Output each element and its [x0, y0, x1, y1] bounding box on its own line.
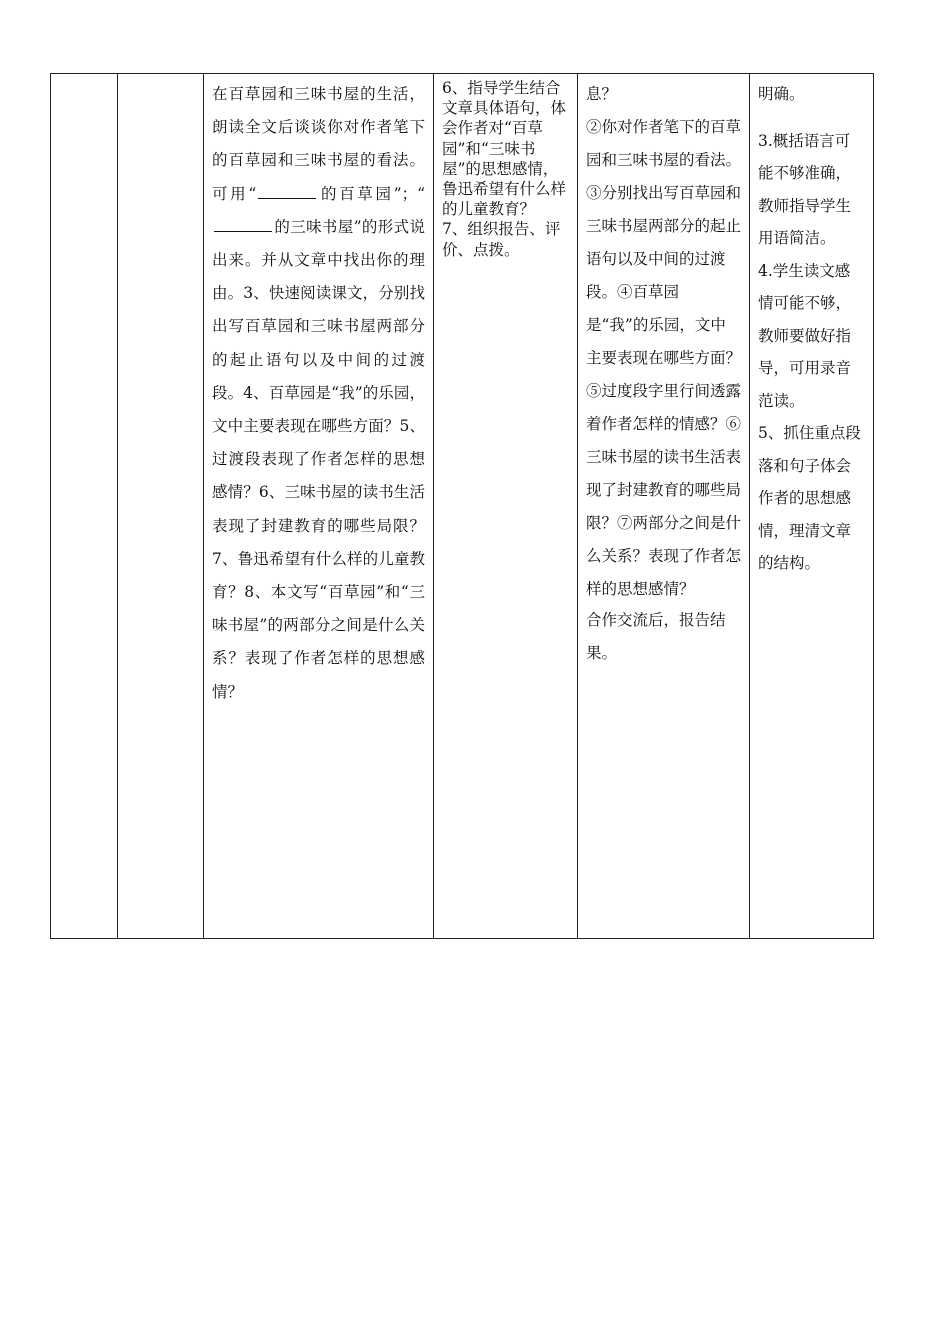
- empty-cell-col1: [51, 74, 118, 939]
- notes-para-3: 4.学生读文感情可能不够，教师要做好指导，可用录音范读。: [758, 261, 852, 410]
- lesson-plan-table: [50, 73, 874, 939]
- notes-para-1: 明确。: [758, 85, 805, 103]
- notes-para-2: 3.概括语言可能不够准确，教师指导学生用语简洁。: [758, 131, 852, 247]
- activity-text-3: 的三味书屋”的形式说出来。并从文章中找出你的理由。3、快速阅读课文，分别找出写百草园和三味书屋两部分的起止语句以及中间的过渡段。4、百草园是“我”的乐园，文中主要表现在哪些方面？5、过渡段表现了作者怎样的思想感情？6、三味书屋的读书生活表现了封建教育的哪些局限？7、鲁迅希望有什么样的儿童教育？8、本文写“百草园”和“三味书屋”的两部分之间是什么关系？表现了作者怎样的思想感情？: [212, 217, 425, 701]
- fill-in-blank-1: [258, 184, 316, 199]
- student-activity-cell: [204, 74, 434, 939]
- student-tasks-cell: [578, 74, 750, 939]
- notes-cell: [750, 74, 874, 939]
- teacher-guidance-cell: [434, 74, 578, 939]
- tasks-para-2: ②你对作者笔下的百草园和三味书屋的看法。③分别找出写百草园和三味书屋两部分的起止语句以及中间的过渡段。④百草园是“我”的乐园，文中主要表现在哪些方面？⑤过度段字里行间透露着作者怎样的情感？⑥三味书屋的读书生活表现了封建教育的哪些局限？⑦两部分之间是什么关系？表现了作者怎样的思想感情？: [586, 118, 742, 598]
- table-row: [51, 74, 874, 939]
- notes-para-4: 5、抓住重点段落和句子体会作者的思想感情，理清文章的结构。: [758, 424, 861, 572]
- empty-cell-col2: [118, 74, 204, 939]
- fill-in-blank-2: [214, 217, 272, 232]
- guidance-para-1: 6、指导学生结合文章具体语句，体会作者对“百草园”和“三味书屋”的思想感情，鲁迅希望有什么样的儿童教育？: [442, 79, 567, 219]
- activity-questions: [212, 78, 425, 709]
- activity-text-1: 在百草园和三味书屋的生活，朗读全文后谈谈你对作者笔下的百草园和三味书屋的看法。可用“: [212, 85, 425, 203]
- tasks-para-1: 息？: [586, 85, 618, 103]
- activity-text-2: 的百草园”；“: [318, 184, 425, 203]
- tasks-para-3: 合作交流后，报告结果。: [586, 611, 726, 662]
- guidance-para-2: 7、组织报告、评价、点拨。: [442, 220, 561, 259]
